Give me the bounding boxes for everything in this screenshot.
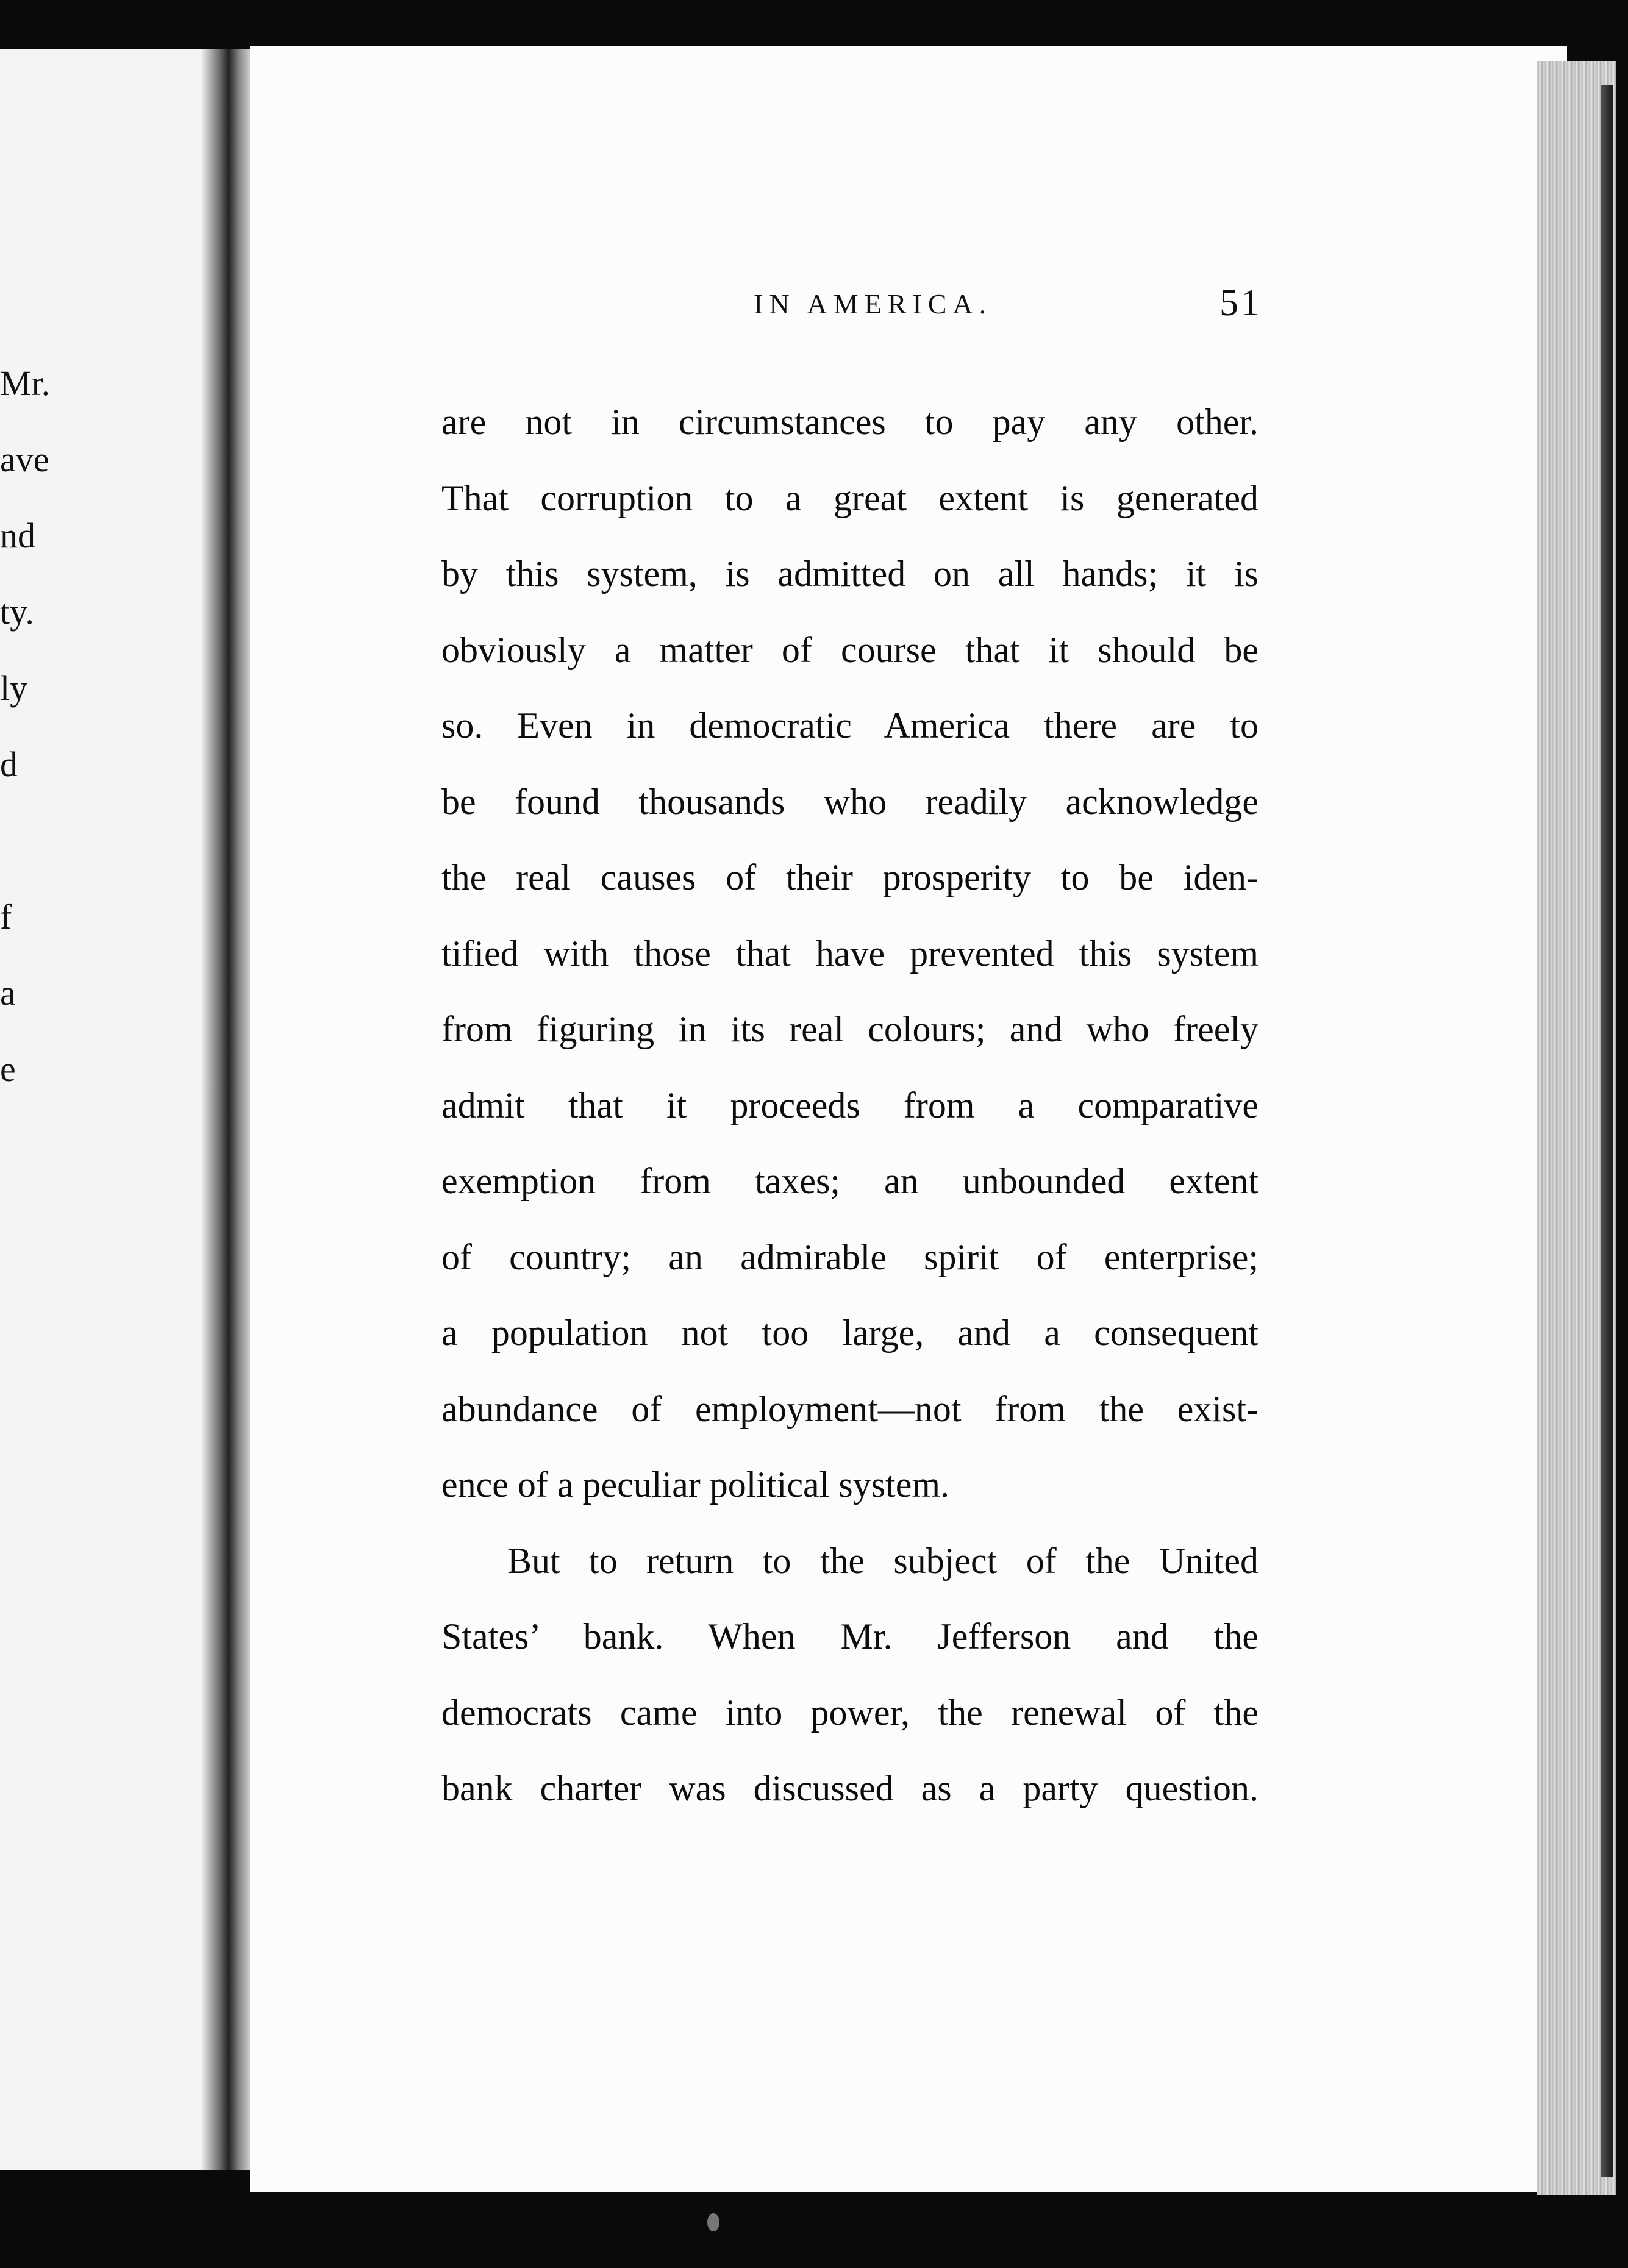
text-line: of country; an admirable spirit of enterprise; xyxy=(441,1236,1258,1277)
left-fragment: a xyxy=(0,973,16,1013)
text-line: from figuring in its real colours; and who freely xyxy=(441,1009,1258,1049)
left-fragment: d xyxy=(0,744,18,784)
page-edges-shadow xyxy=(1601,85,1613,2177)
text-line: are not in circumstances to pay any other. xyxy=(441,402,1258,442)
left-fragment: f xyxy=(0,897,12,936)
running-head: IN AMERICA. xyxy=(754,288,993,319)
text-line: democrats came into power, the renewal of the xyxy=(441,1692,1258,1733)
text-line: ence of a peculiar political system. xyxy=(441,1464,949,1505)
text-line: bank charter was discussed as a party question. xyxy=(441,1768,1258,1808)
text-line: a population not too large, and a consequent xyxy=(441,1313,1258,1353)
text-line: the real causes of their prosperity to be iden- xyxy=(441,857,1258,897)
body-text xyxy=(441,384,1258,1827)
left-fragment: ly xyxy=(0,668,28,708)
left-fragment: ave xyxy=(0,440,49,479)
text-line: so. Even in democratic America there are to xyxy=(441,705,1258,746)
text-line: admit that it proceeds from a comparative xyxy=(441,1085,1258,1125)
text-line: tified with those that have prevented this system xyxy=(441,933,1258,974)
left-fragment: e xyxy=(0,1049,16,1089)
paragraph-start-line: But to return to the subject of the United xyxy=(507,1540,1258,1581)
text-line: exemption from taxes; an unbounded extent xyxy=(441,1161,1258,1201)
page-number: 51 xyxy=(1219,282,1262,324)
text-line: be found thousands who readily acknowledge xyxy=(441,781,1258,822)
text-line: States’ bank. When Mr. Jefferson and the xyxy=(441,1616,1258,1656)
text-line: obviously a matter of course that it should be xyxy=(441,629,1258,670)
book-gutter xyxy=(201,49,256,2170)
text-line: That corruption to a great extent is generated xyxy=(441,477,1258,518)
left-fragment: ty. xyxy=(0,592,34,632)
left-fragment: nd xyxy=(0,516,35,555)
text-line: by this system, is admitted on all hands; it is xyxy=(441,554,1258,594)
scan-speck xyxy=(707,2213,719,2231)
left-fragment: Mr. xyxy=(0,363,51,403)
text-line: abundance of employment—not from the exist- xyxy=(441,1388,1258,1429)
